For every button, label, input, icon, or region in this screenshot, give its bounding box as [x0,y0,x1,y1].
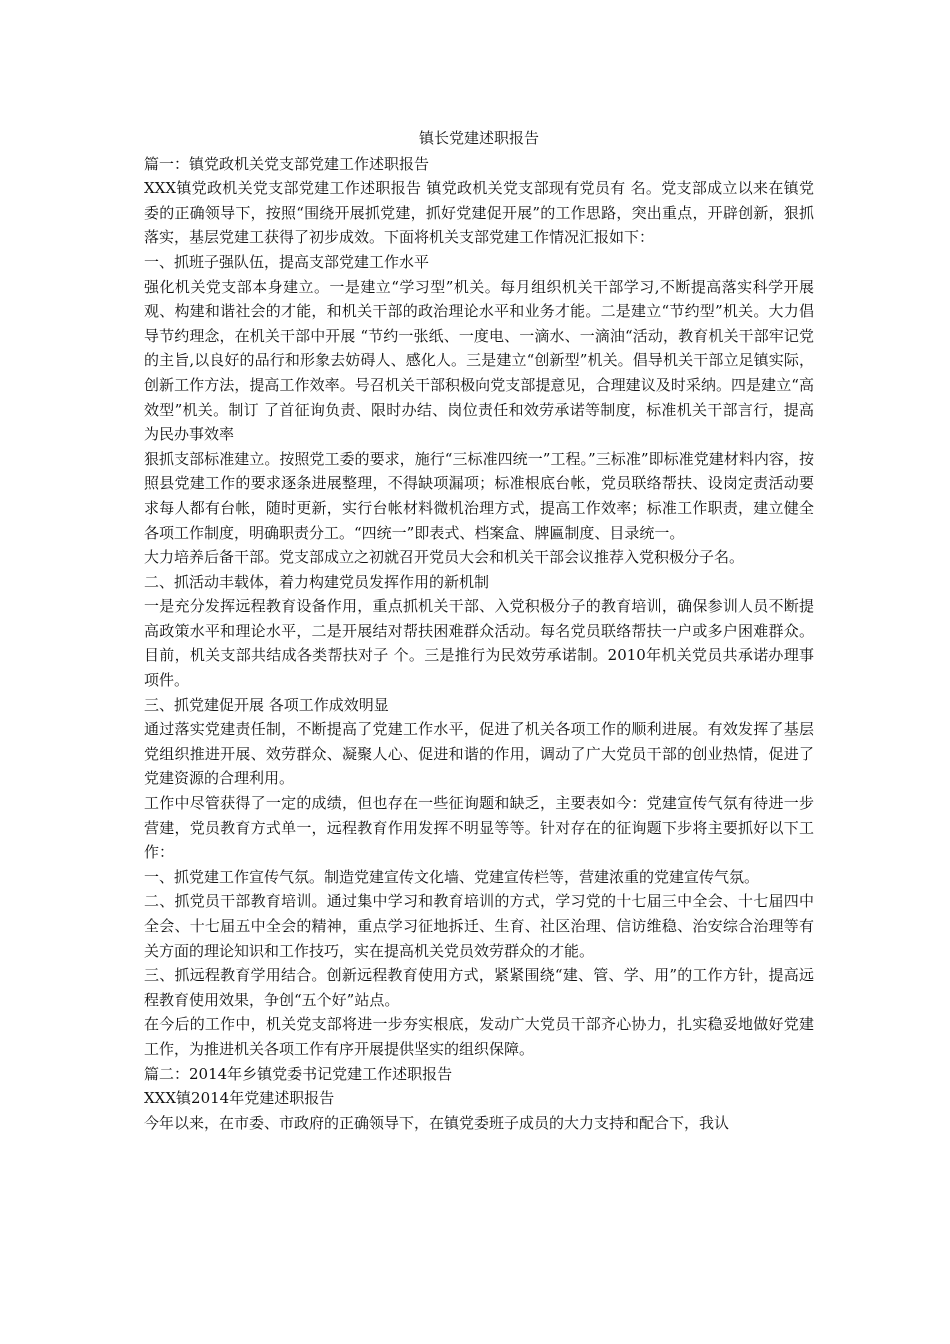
document-paragraph: 狠抓支部标准建立。按照党工委的要求，施行“三标准四统一”工程。”三标准”即标准党建材料内容，按照县党建工作的要求逐条进展整理，不得缺项漏项；标准根底台帐，党员联络帮扶、设岗定责活动要求每人都有台帐，随时更新，实行台帐材料微机治理方式，提高工作效率；标准工作职责，建立健全各项工作制度，明确职责分工。“四统一”即表式、档案盒、牌匾制度、目录统一。 [144,449,814,542]
document-paragraph: 篇二：2014年乡镇党委书记党建工作述职报告 [144,1064,453,1083]
document-paragraph: 工作中尽管获得了一定的成绩，但也存在一些征询题和缺乏，主要表如今：党建宣传气氛有待进一步营建，党员教育方式单一，远程教育作用发挥不明显等等。针对存在的征询题下步将主要抓好以下工作： [144,794,814,862]
document-paragraph: 篇一：镇党政机关党支部党建工作述职报告 [144,154,430,173]
document-title: 镇长党建述职报告 [418,129,539,147]
document-paragraph: 一、抓党建工作宣传气氛。制造党建宣传文化墙、党建宣传栏等，营建浓重的党建宣传气氛。 [144,867,760,886]
document-page [144,126,814,1135]
document-paragraph: 强化机关党支部本身建立。一是建立“学习型”机关。每月组织机关干部学习,不断提高落实科学开展观、构建和谐社会的才能，和机关干部的政治理论水平和业务才能。二是建立“节约型”机关。大力倡导节约理念，在机关干部中开展 “节约一张纸、一度电、一滴水、一滴油“活动，教育机关干部牢记党的主旨,以良好的品行和形象去妨碍人、感化人。三是建立“创新型”机关。倡导机关干部立足镇实际，创新工作方法，提高工作效率。号召机关干部积极向党支部提意见，合理建议及时采纳。四是建立“高效型”机关。制订 了首征询负责、限时办结、岗位责任和效劳承诺等制度，标准机关干部言行，提高为民办事效率 [144,277,814,444]
document-paragraph: 一、抓班子强队伍，提高支部党建工作水平 [144,252,430,271]
document-paragraph: 通过落实党建责任制，不断提高了党建工作水平，促进了机关各项工作的顺利进展。有效发挥了基层党组织推进开展、效劳群众、凝聚人心、促进和谐的作用，调动了广大党员干部的创业热情，促进了党建资源的合理利用。 [144,720,814,788]
document-paragraph: 二、抓党员干部教育培训。通过集中学习和教育培训的方式，学习党的十七届三中全会、十七届四中全会、十七届五中全会的精神，重点学习征地拆迁、生育、社区治理、信访维稳、治安综合治理等有关方面的理论知识和工作技巧，实在提高机关党员效劳群众的才能。 [144,892,814,960]
document-paragraph: XXX镇党政机关党支部党建工作述职报告 镇党政机关党支部现有党员有 名。党支部成立以来在镇党委的正确领导下，按照“围绕开展抓党建，抓好党建促开展”的工作思路，突出重点，开辟创新，狠抓落实，基层党建工获得了初步成效。下面将机关支部党建工作情况汇报如下： [144,179,814,247]
document-paragraph: 二、抓活动丰载体，着力构建党员发挥作用的新机制 [144,572,490,591]
document-paragraph: 今年以来，在市委、市政府的正确领导下，在镇党委班子成员的大力支持和配合下，我认 [144,1113,730,1132]
document-paragraph: 一是充分发挥远程教育设备作用，重点抓机关干部、入党积极分子的教育培训，确保参训人员不断提高政策水平和理论水平，二是开展结对帮扶困难群众活动。每名党员联络帮扶一户或多户困难群众。目前，机关支部共结成各类帮扶对子 个。三是推行为民效劳承诺制。2010年机关党员共承诺办理事项件。 [144,597,814,690]
document-paragraph: 在今后的工作中，机关党支部将进一步夯实根底，发动广大党员干部齐心协力，扎实稳妥地做好党建工作，为推进机关各项工作有序开展提供坚实的组织保障。 [144,1015,814,1058]
document-paragraph: 大力培养后备干部。党支部成立之初就召开党员大会和机关干部会议推荐入党积极分子名。 [144,548,745,567]
document-paragraph: 三、抓党建促开展 各项工作成效明显 [144,695,389,714]
document-body [144,152,814,1136]
document-paragraph: 三、抓远程教育学用结合。创新远程教育使用方式，紧紧围绕“建、管、学、用”的工作方针，提高远程教育使用效果，争创“五个好”站点。 [144,966,814,1009]
document-paragraph: XXX镇2014年党建述职报告 [144,1089,335,1108]
